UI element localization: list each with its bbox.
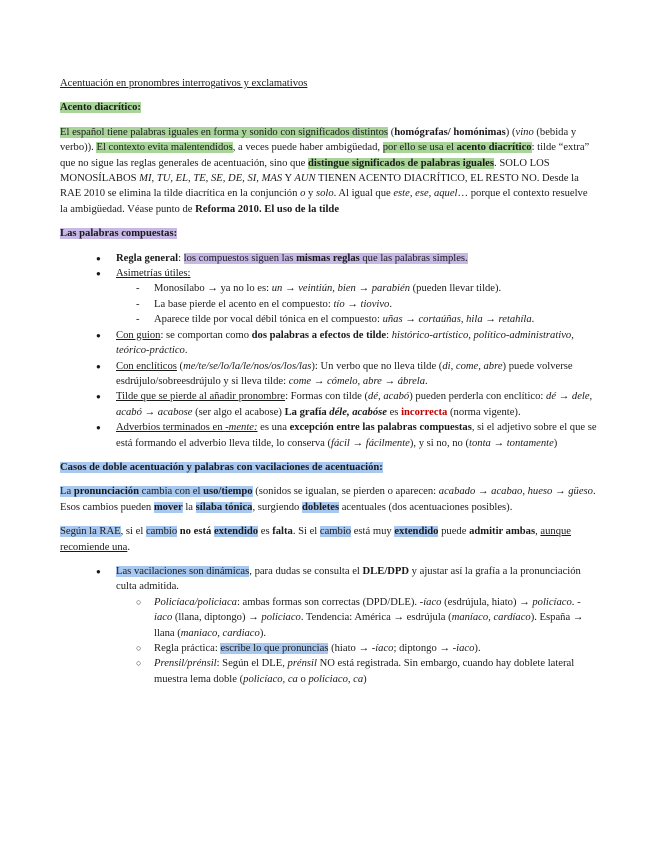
list-item-vacilaciones: ● Las vacilaciones son dinámicas, para dudas se consulta el DLE/DPD y ajustar así la grafía a la pronunciación culta admitida. ○ Policíaca/policiaca: ambas formas son correctas (DPD/DLE). -íaco (esdrújula, hiato) → policíaco. -iaco (llana, diptongo) → policiaco. Tendencia: América → esdrújula (maníaco, cardíaco). España → llana (maniaco, cardiaco). ○ Regla práctica: escribe lo que pronuncias (hiato → -íaco; diptongo → -iaco). ○ Prensil/prénsil: Según el DLE, prénsil NO está registrada. Sin embargo, cuando hay doblete lateral muestra lema doble (policíaco, ca o policiaco, ca) — [60, 564, 597, 687]
section-heading-palabras-compuestas: Las palabras compuestas: — [60, 228, 178, 240]
sublist-vacilaciones — [116, 595, 597, 687]
paragraph-acento-diacritico: El español tiene palabras iguales en forma y sonido con significados distintos (homógrafas/ homónimas) (vino (bebida y verbo)). El contexto evita malentendidos, a veces puede haber ambigüedad, por ello se usa el acento diacrítico: tilde “extra” que no sigue las reglas generales de acentuación, sino que distingue significados de palabras iguales. SOLO LOS MONOSÍLABOS MI, TU, EL, TE, SE, DE, SI, MAS Y AUN TIENEN ACENTO DIACRÍTICO, EL RESTO NO. Desde la RAE 2010 se elimina la tilde diacrítica en la conjunción o y solo. Al igual que este, ese, aquel… porque el contexto resuelve la ambigüedad. Véase punto de Reforma 2010. El uso de la tilde — [60, 126, 590, 215]
list-item: - Aparece tilde por vocal débil tónica en el compuesto: uñas → cortaúñas, hila → retahíla. — [116, 312, 597, 327]
list-item-regla-practica: ○ Regla práctica: escribe lo que pronuncias (hiato → -íaco; diptongo → -iaco). — [116, 641, 597, 656]
list-item: - La base pierde el acento en el compuesto: tío → tiovivo. — [116, 297, 597, 312]
doc-title: Acentuación en pronombres interrogativos y exclamativos — [60, 78, 308, 89]
paragraph-pronunciacion: La pronunciación cambia con el uso/tiempo (sonidos se igualan, se pierden o aparecen: acabado → acabao, hueso → güeso. Esos cambios pueden mover la sílaba tónica, surgiendo dobletes acentuales (dos acentuaciones posibles). — [60, 486, 596, 513]
list-item-regla-general: ● Regla general: los compuestos siguen las mismas reglas que las palabras simples. — [60, 251, 597, 266]
list-vacilaciones — [60, 564, 597, 687]
list-item: - Monosílabo → ya no lo es: un → veintiún, bien → parabién (pueden llevar tilde). — [116, 281, 597, 296]
sublist-asimetrias — [116, 281, 597, 327]
list-palabras-compuestas — [60, 251, 597, 451]
list-item-adverbios-mente: ● Adverbios terminados en -mente: es una excepción entre las palabras compuestas, si el adjetivo sobre el que se está formando el adverbio lleva tilde, lo conserva (fácil → fácilmente), y si no, no (tonta → tontamente) — [60, 420, 597, 451]
list-item-con-encliticos: ● Con enclíticos (me/te/se/lo/la/le/nos/os/los/las): Un verbo que no lleva tilde (di, come, abre) puede volverse esdrújulo/sobreesdrújulo y si lleva tilde: come → cómelo, abre → ábrela. — [60, 359, 597, 390]
paragraph-segun-la-rae: Según la RAE, si el cambio no está extendido es falta. Si el cambio está muy extendido puede admitir ambas, aunque recomiende una. — [60, 526, 571, 553]
list-item-policiaca: ○ Policíaca/policiaca: ambas formas son correctas (DPD/DLE). -íaco (esdrújula, hiato) → policíaco. -iaco (llana, diptongo) → policiaco. Tendencia: América → esdrújula (maníaco, cardíaco). España → llana (maniaco, cardiaco). — [116, 595, 597, 641]
section-heading-doble-acentuacion: Casos de doble acentuación y palabras con vacilaciones de acentuación: — [60, 461, 383, 473]
section-heading-acento-diacritico: Acento diacrítico: — [60, 102, 141, 114]
list-item-asimetrias: ● Asimetrías útiles: - Monosílabo → ya no lo es: un → veintiún, bien → parabién (pueden llevar tilde). - La base pierde el acento en el compuesto: tío → tiovivo. - Aparece tilde por vocal débil tónica en el compuesto: uñas → cortaúñas, hila → retahíla. — [60, 266, 597, 328]
list-item-tilde-que-se-pierde: ● Tilde que se pierde al añadir pronombre: Formas con tilde (dé, acabó) pueden perderla con enclítico: dé → dele, acabó → acabose (ser algo el acabose) La grafía déle, acabóse es incorrecta (norma vigente). — [60, 389, 597, 420]
list-item-prensil: ○ Prensil/prénsil: Según el DLE, prénsil NO está registrada. Sin embargo, cuando hay doblete lateral muestra lema doble (policíaco, ca o policiaco, ca) — [116, 656, 597, 687]
list-item-con-guion: ● Con guion: se comportan como dos palabras a efectos de tilde: histórico-artístico, político-administrativo, teórico-práctico. — [60, 328, 597, 359]
